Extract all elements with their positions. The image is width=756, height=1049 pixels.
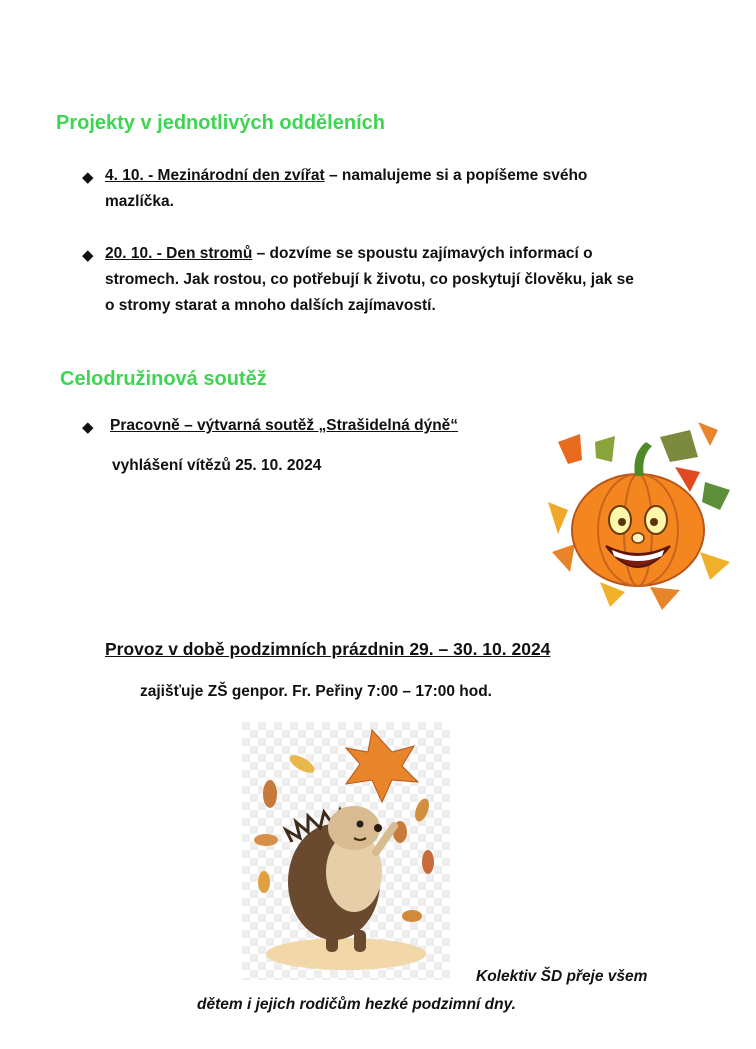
competition-date: vyhlášení vítězů 25. 10. 2024 xyxy=(112,457,322,474)
item-text-cont: stromech. Jak rostou, co potřebují k životu, co poskytují člověku, jak se xyxy=(105,271,634,288)
bullet-diamond-icon: ◆ xyxy=(82,419,94,436)
pumpkin-illustration xyxy=(540,412,740,617)
bullet-diamond-icon: ◆ xyxy=(82,247,94,264)
item-text-cont: o stromy starat a mnoho dalších zajímavostí. xyxy=(105,297,436,314)
footer-line-2: dětem i jejich rodičům hezké podzimní dny. xyxy=(197,996,516,1013)
competition-title: Pracovně – výtvarná soutěž „Strašidelná dýně“ xyxy=(110,417,459,434)
item-text: – dozvíme se spoustu zajímavých informací o xyxy=(252,245,593,262)
footer-line-1: Kolektiv ŠD přeje všem xyxy=(476,968,648,985)
item-title: 4. 10. - Mezinárodní den zvířat xyxy=(105,167,325,184)
section-heading-projects: Projekty v jednotlivých odděleních xyxy=(56,112,385,134)
item-text: – namalujeme si a popíšeme svého xyxy=(324,167,588,184)
holiday-heading: Provoz v době podzimních prázdnin 29. – 30. 10. 2024 xyxy=(105,639,551,659)
list-item-tree-day xyxy=(105,241,745,319)
list-item-animal-day xyxy=(105,163,725,215)
bullet-diamond-icon: ◆ xyxy=(82,169,94,186)
pumpkin-body xyxy=(572,442,704,586)
holiday-info: zajišťuje ZŠ genpor. Fr. Peřiny 7:00 – 17:00 hod. xyxy=(140,683,492,700)
item-title: 20. 10. - Den stromů xyxy=(105,245,253,262)
section-heading-competition: Celodružinová soutěž xyxy=(60,368,267,390)
hedgehog-illustration xyxy=(242,722,450,980)
item-text-cont: mazlíčka. xyxy=(105,193,174,210)
